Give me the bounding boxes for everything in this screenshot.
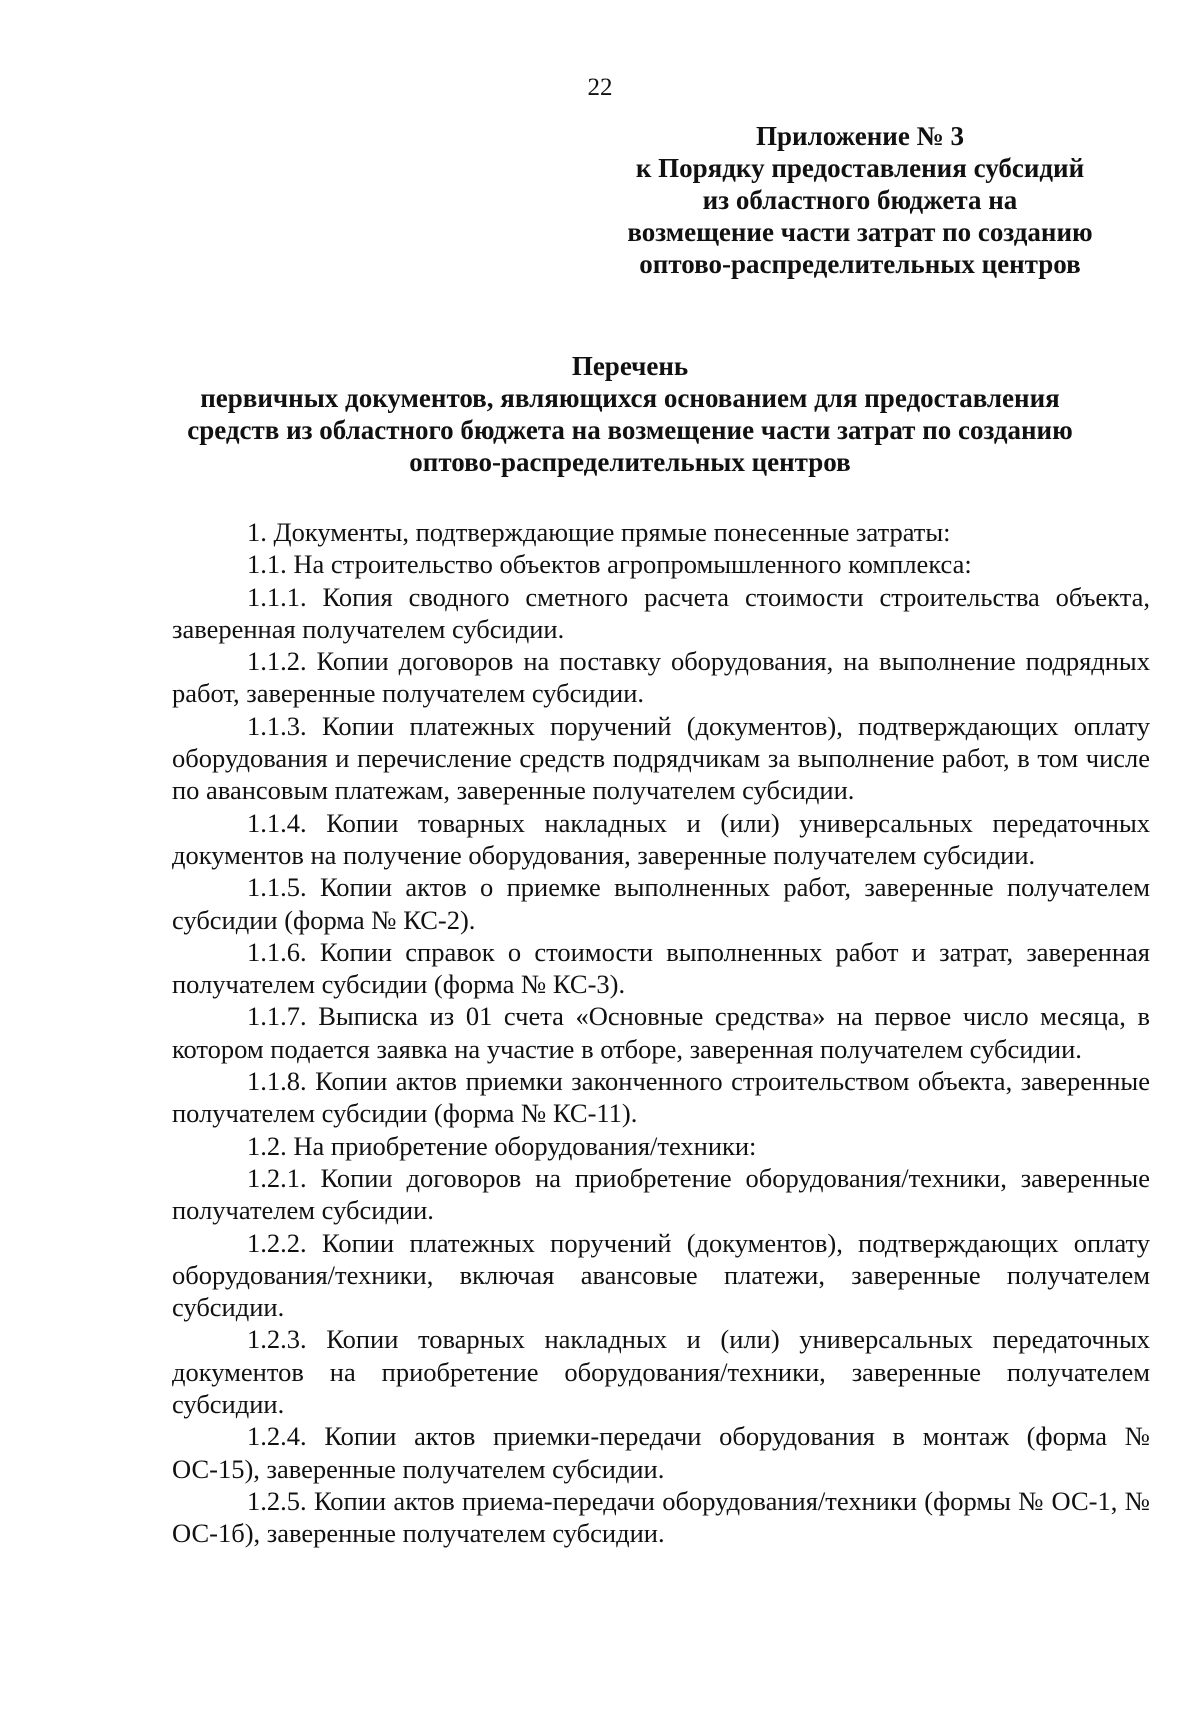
paragraph: 1.1.1. Копия сводного сметного расчета стоимости строительства объекта, заверенная получателем субсидии. [172, 581, 1150, 644]
paragraph: 1.2. На приобретение оборудования/техники: [247, 1130, 757, 1161]
paragraph: 1.1.6. Копии справок о стоимости выполненных работ и затрат, заверенная получателем субсидии (форма № КС-3). [172, 936, 1150, 1000]
paragraph: 1.2.4. Копии актов приемки-передачи оборудования в монтаж (форма № ОС-15), заверенные получателем субсидии. [172, 1421, 1150, 1484]
appendix-line: оптово-распределительных центров [639, 249, 1081, 279]
paragraph: 1.1.4. Копии товарных накладных и (или) универсальных передаточных документов на получение оборудования, заверенные получателем субсидии. [172, 807, 1150, 870]
heading-title: Перечень [571, 351, 689, 381]
paragraph: 1.2.3. Копии товарных накладных и (или) универсальных передаточных документов на приобретение оборудования/техники, заверенные получателем субсидии. [172, 1324, 1150, 1420]
paragraph: 1.1. На строительство объектов агропромышленного комплекса: [247, 549, 972, 580]
document-body [172, 516, 1150, 1550]
appendix-title: Приложение № 3 [756, 121, 964, 151]
paragraph: 1.2.2. Копии платежных поручений (документов), подтверждающих оплату оборудования/техники, включая авансовые платежи, заверенные получателем субсидии. [172, 1227, 1150, 1323]
paragraph: 1.1.7. Выписка из 01 счета «Основные средства» на первое число месяца, в котором подается заявка на участие в отборе, заверенная получателем субсидии. [172, 1001, 1150, 1064]
heading-line: первичных документов, являющихся основанием для предоставления [200, 383, 1060, 413]
appendix-line: возмещение части затрат по созданию [627, 217, 1093, 247]
paragraph: 1.1.8. Копии актов приемки законченного строительством объекта, заверенные получателем субсидии (форма № КС-11). [172, 1066, 1150, 1129]
paragraph: 1.1.2. Копии договоров на поставку оборудования, на выполнение подрядных работ, заверенные получателем субсидии. [172, 646, 1150, 709]
appendix-header [560, 120, 1160, 280]
paragraph: 1.2.5. Копии актов приема-передачи оборудования/техники (формы № ОС-1, № ОС-1б), заверенные получателем субсидии. [172, 1485, 1150, 1549]
paragraph: 1.1.5. Копии актов о приемке выполненных работ, заверенные получателем субсидии (форма № КС-2). [172, 872, 1150, 935]
paragraph: 1. Документы, подтверждающие прямые понесенные затраты: [247, 517, 951, 547]
appendix-line: к Порядку предоставления субсидий [635, 153, 1085, 183]
paragraph: 1.2.1. Копии договоров на приобретение оборудования/техники, заверенные получателем субсидии. [172, 1162, 1150, 1226]
heading-line: оптово-распределительных центров [409, 447, 851, 477]
paragraph: 1.1.3. Копии платежных поручений (документов), подтверждающих оплату оборудования и перечисление средств подрядчикам за выполнение работ, в том числе по авансовым платежам, заверенные получателем субсидии. [172, 710, 1150, 806]
appendix-line: из областного бюджета на [702, 185, 1018, 215]
page-number: 22 [587, 74, 613, 101]
document-heading [140, 350, 1120, 478]
heading-line: средств из областного бюджета на возмещение части затрат по созданию [187, 415, 1073, 445]
